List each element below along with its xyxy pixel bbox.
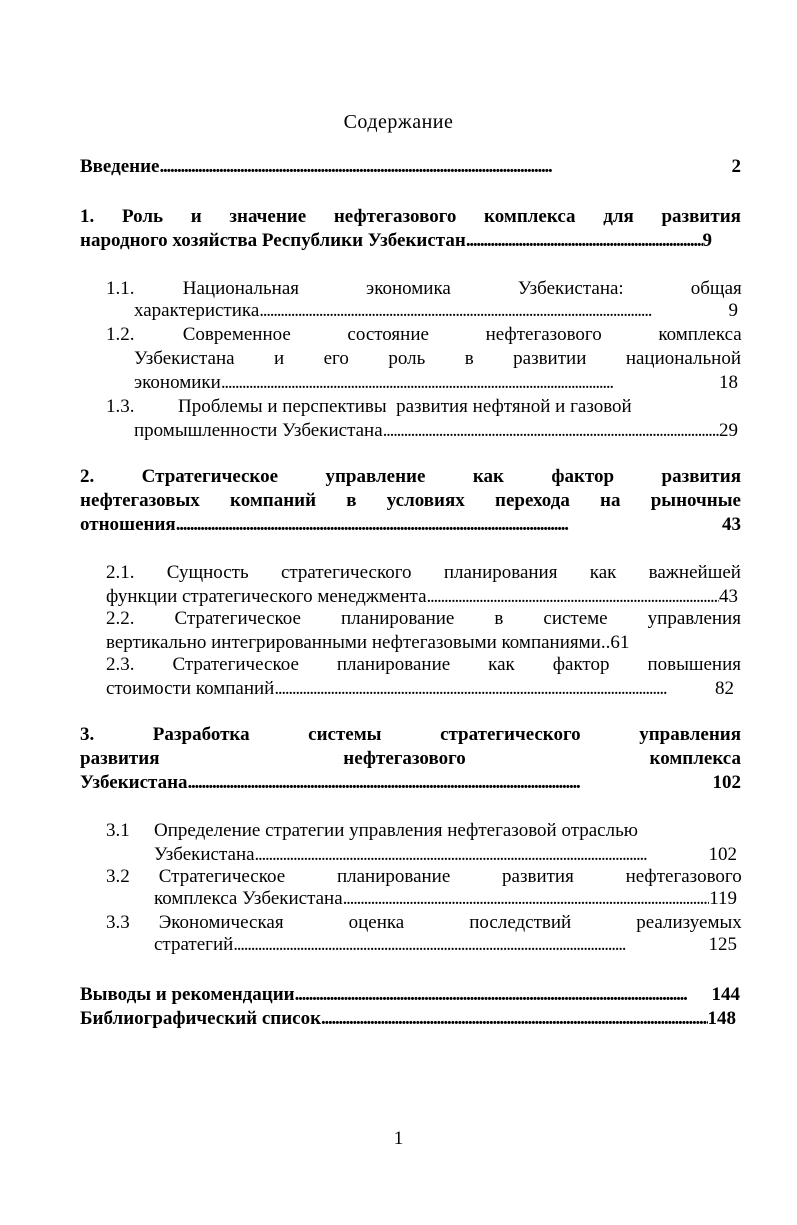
toc-chapter-2-line-1: 2. Стратегическое управление как фактор развития bbox=[80, 466, 741, 487]
toc-section-1-1-line-1: 1.1. Национальная экономика Узбекистана: общая bbox=[106, 278, 742, 299]
toc-section-1-3-line-1: 1.3. Проблемы и перспективы развития нефтяной и газовой bbox=[106, 396, 632, 417]
toc-section-3-3-line-2: стратегий . . . 125 bbox=[154, 933, 737, 957]
toc-chapter-3-line-1: 3. Разработка системы стратегического управления bbox=[80, 724, 741, 745]
toc-section-2-1-line-2: функции стратегического менеджмента . . . 43 bbox=[106, 585, 738, 609]
toc-section-1-2-line-3: экономики . . . 18 bbox=[134, 371, 738, 395]
toc-section-2-2-line-2: вертикально интегрированными нефтегазовыми компаниями..61 bbox=[106, 632, 630, 653]
toc-section-1-2-line-2: Узбекистана и его роль в развитии национальной bbox=[134, 348, 741, 369]
toc-section-2-3-line-2: стоимости компаний . . . 82 bbox=[106, 677, 734, 701]
toc-section-2-1-line-1: 2.1. Сущность стратегического планирования как важнейшей bbox=[106, 562, 741, 583]
toc-section-3-3-line-1: 3.3 Экономическая оценка последствий реализуемых bbox=[106, 912, 742, 933]
toc-section-3-2-line-1: 3.2 Стратегическое планирование развития нефтегазового bbox=[106, 866, 742, 887]
page-title: Содержание bbox=[343, 111, 454, 133]
toc-section-1-2-line-1: 1.2. Современное состояние нефтегазового комплекса bbox=[106, 324, 742, 345]
toc-section-3-2-line-2: комплекса Узбекистана . . . 119 bbox=[154, 887, 737, 911]
toc-chapter-1-line-1: 1. Роль и значение нефтегазового комплекса для развития bbox=[80, 206, 741, 227]
toc-section-1-1-line-2: характеристика . . . 9 bbox=[134, 299, 738, 323]
page-number: 1 bbox=[393, 1128, 404, 1149]
toc-section-2-2-line-1: 2.2. Стратегическое планирование в системе управления bbox=[106, 608, 741, 629]
toc-entry-conclusions: Выводы и рекомендации . . . 144 bbox=[80, 983, 740, 1007]
toc-section-1-3-line-2: промышленности Узбекистана . . . 29 bbox=[134, 419, 738, 443]
toc-chapter-2-line-3: отношения . . . 43 bbox=[80, 513, 741, 537]
toc-chapter-1-line-2: народного хозяйства Республики Узбекистан . . . 9 bbox=[80, 229, 712, 253]
toc-section-2-3-line-1: 2.3. Стратегическое планирование как фактор повышения bbox=[106, 654, 741, 675]
toc-section-3-1-line-1: 3.1 Определение стратегии управления нефтегазовой отраслью bbox=[106, 820, 638, 841]
toc-section-3-1-line-2: Узбекистана . . . 102 bbox=[154, 843, 737, 867]
toc-chapter-3-line-3: Узбекистана . . . 102 bbox=[80, 771, 741, 795]
toc-entry-intro: Введение . . . 2 bbox=[80, 155, 741, 179]
toc-chapter-3-line-2: развития нефтегазового комплекса bbox=[80, 748, 741, 769]
toc-chapter-2-line-2: нефтегазовых компаний в условиях перехода на рыночные bbox=[80, 490, 741, 511]
toc-entry-bibliography: Библиографический список . . . 148 bbox=[80, 1007, 736, 1031]
